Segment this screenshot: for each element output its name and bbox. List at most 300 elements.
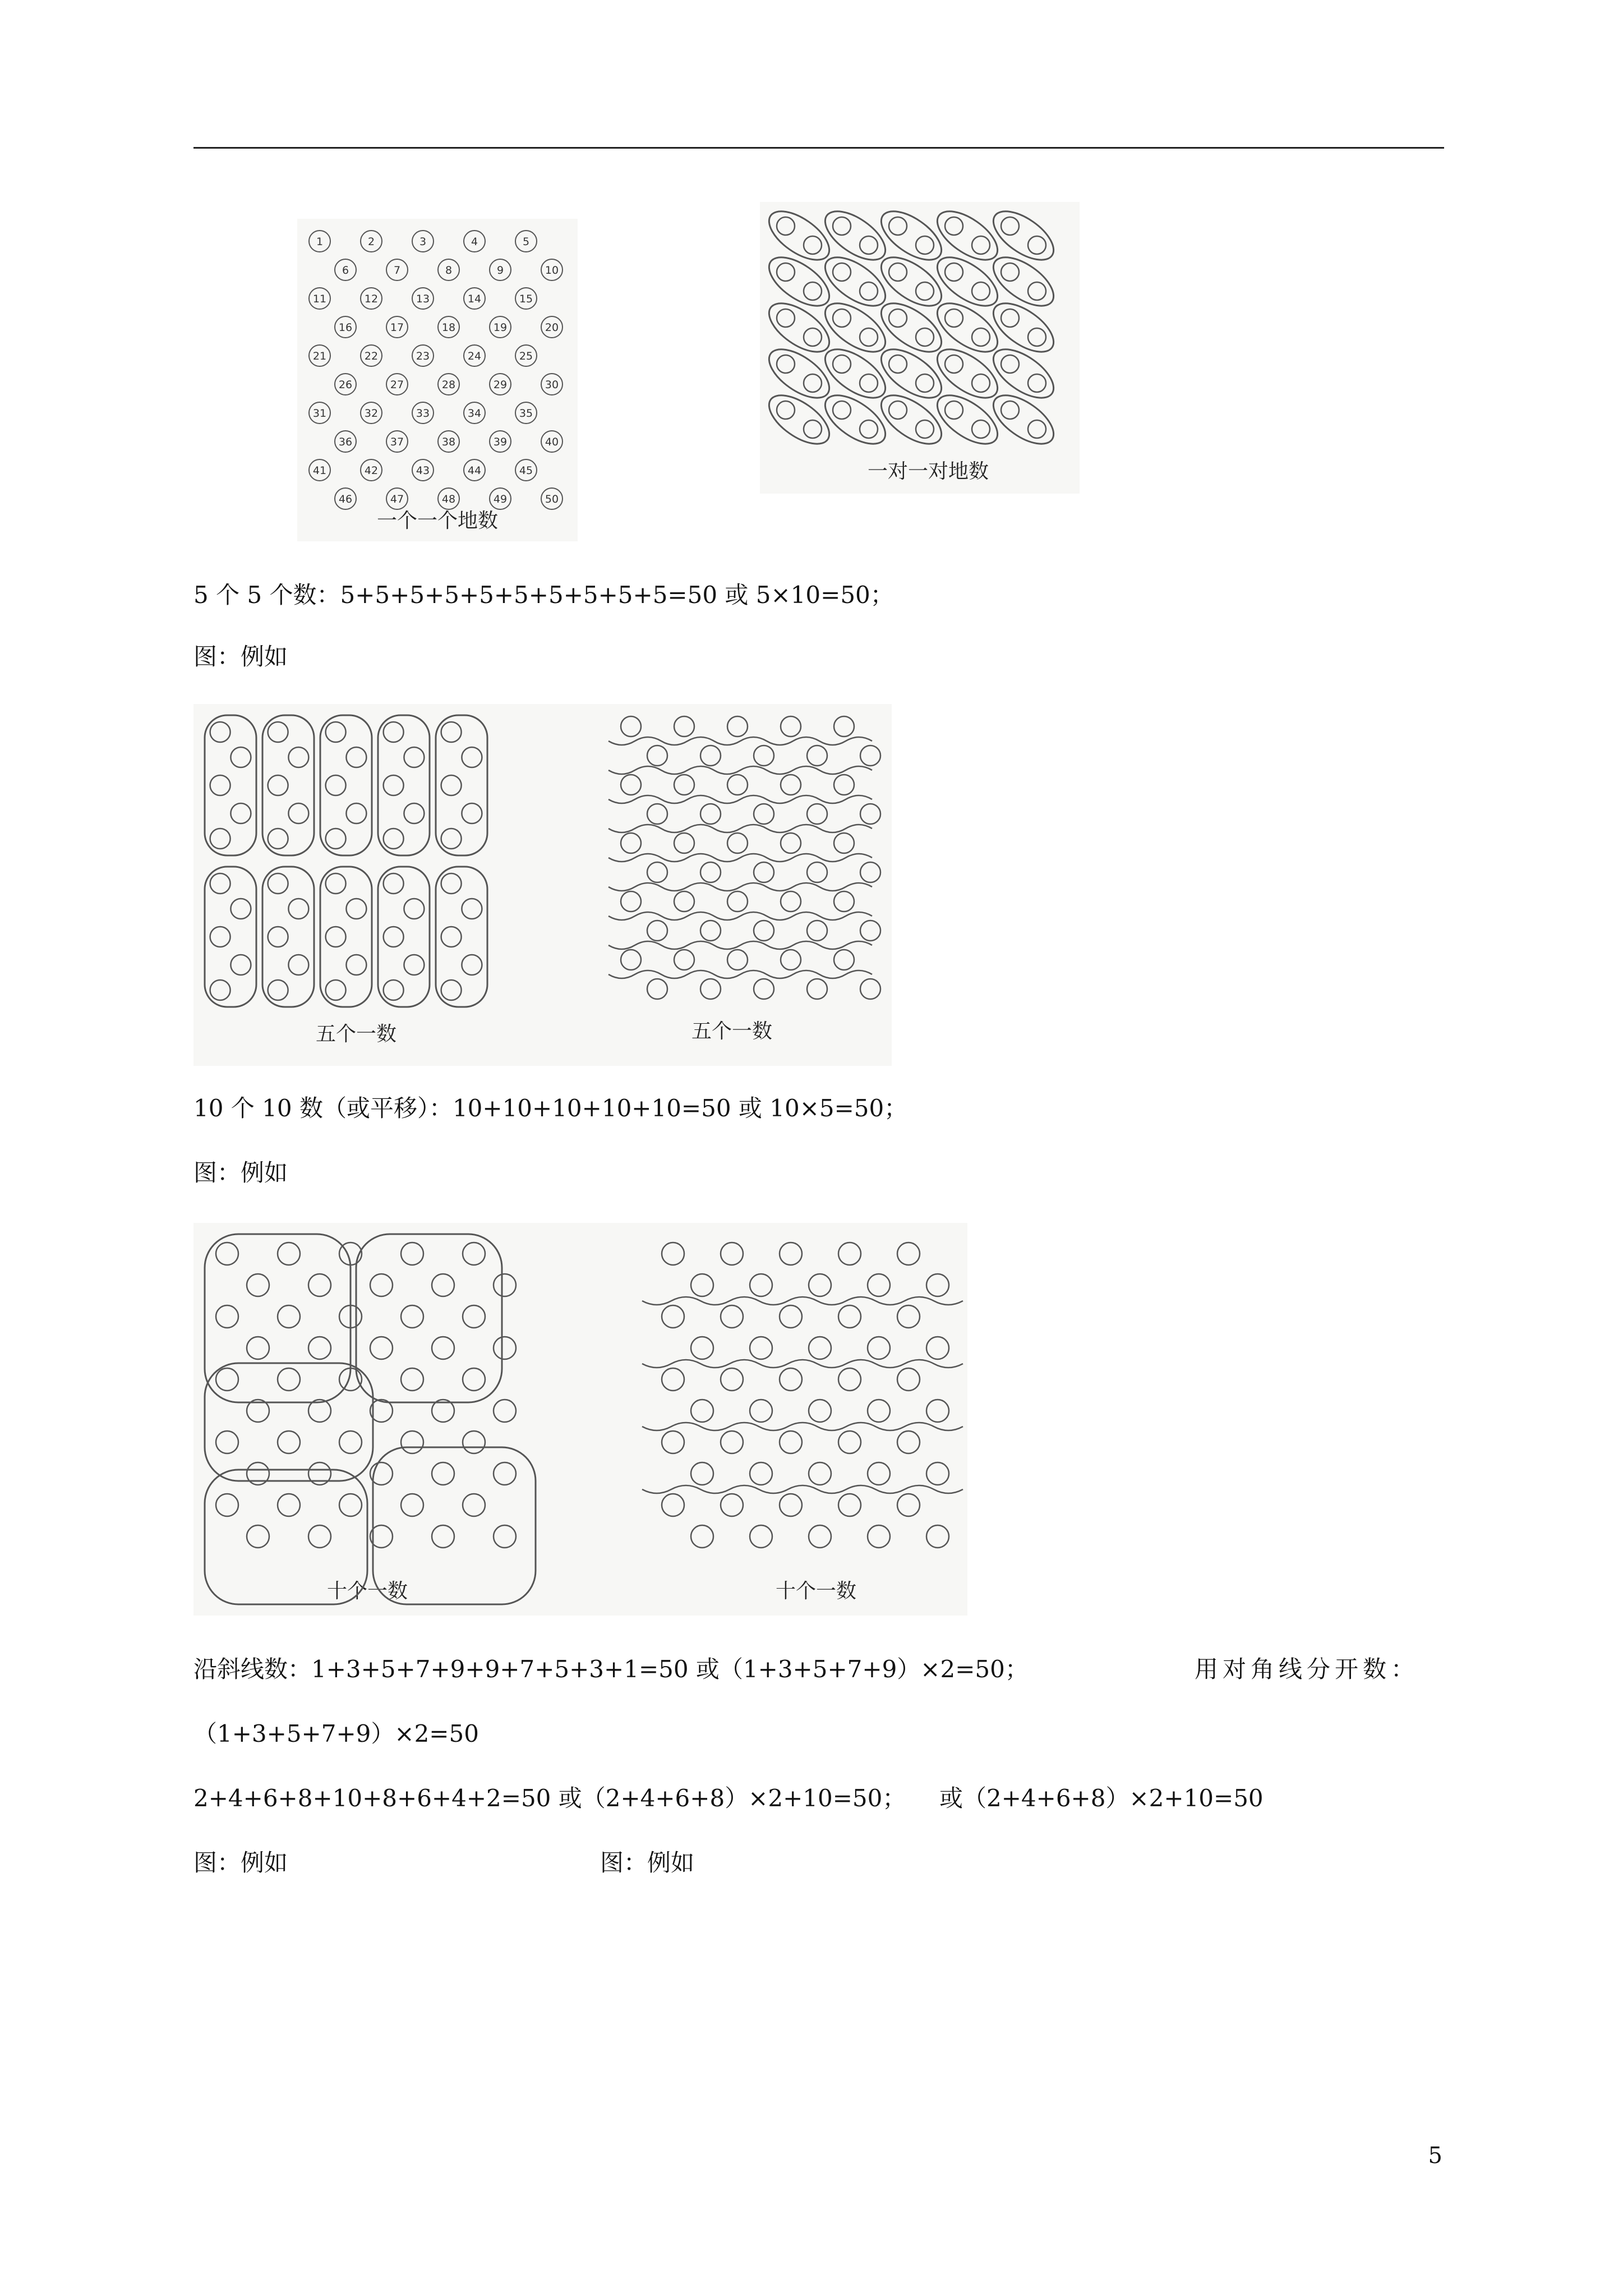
dot-circle [721, 1305, 743, 1328]
dot-circle [945, 217, 963, 235]
dot-circle [647, 746, 667, 766]
dot-circle [834, 716, 854, 737]
circle-number: 25 [519, 350, 533, 362]
dot-circle [834, 950, 854, 970]
dot-circle [404, 899, 424, 919]
dot-circle [809, 1400, 831, 1422]
circle-number: 21 [312, 350, 327, 362]
dot-circle [834, 833, 854, 853]
text-line: 5 个 5 个数：5+5+5+5+5+5+5+5+5+5=50 或 5×10=50； [193, 581, 894, 609]
circle-number: 37 [390, 436, 404, 448]
dot-circle [370, 1274, 393, 1296]
dot-circle [216, 1368, 238, 1391]
dot-circle [691, 1525, 713, 1548]
dot-circle [463, 1305, 485, 1328]
dot-circle [674, 775, 694, 795]
dot-circle [462, 899, 482, 919]
dot-circle [674, 833, 694, 853]
dot-circle [750, 1337, 772, 1359]
dot-circle [1028, 420, 1046, 438]
dot-circle [926, 1400, 949, 1422]
dot-circle [268, 722, 288, 742]
dot-circle [268, 980, 288, 1000]
wavy-divider [642, 1485, 963, 1493]
circle-number: 34 [467, 407, 482, 420]
dot-circle [700, 862, 721, 882]
dot-circle [674, 716, 694, 737]
dot-circle [833, 309, 851, 327]
circle-number: 9 [496, 264, 504, 277]
dot-circle [216, 1243, 238, 1265]
circle-number: 35 [519, 407, 533, 420]
dot-circle [868, 1337, 890, 1359]
dot-circle [1001, 401, 1019, 419]
figure-count-pairs [760, 202, 1080, 494]
dot-circle [860, 236, 878, 254]
dot-circle [494, 1462, 516, 1485]
dot-circle [833, 217, 851, 235]
dot-circle [346, 899, 366, 919]
dot-circle [972, 328, 990, 346]
dot-circle [621, 775, 641, 795]
dot-circle [463, 1494, 485, 1516]
dot-circle [780, 1431, 802, 1453]
text-line: 10 个 10 数（或平移）：10+10+10+10+10=50 或 10×5=50； [193, 1094, 908, 1122]
dot-circle [278, 1305, 300, 1328]
circle-number: 49 [493, 493, 508, 505]
dot-circle [662, 1243, 684, 1265]
dot-circle [809, 1525, 831, 1548]
circle-number: 7 [393, 264, 401, 277]
dot-circle [916, 374, 934, 392]
circle-number: 4 [471, 236, 478, 248]
circle-number: 29 [493, 379, 508, 391]
dot-circle [326, 873, 346, 894]
dot-circle [404, 955, 424, 975]
circle-number: 38 [441, 436, 456, 448]
dot-circle [1001, 217, 1019, 235]
dot-circle [216, 1305, 238, 1328]
dot-circle [838, 1368, 861, 1391]
wavy-divider [642, 1360, 963, 1368]
dot-circle [972, 420, 990, 438]
circle-number: 45 [519, 464, 533, 477]
dot-circle [384, 873, 404, 894]
dot-circle [897, 1494, 920, 1516]
dot-circle [945, 401, 963, 419]
dot-circle [777, 217, 795, 235]
circle-number: 48 [441, 493, 456, 505]
figure-caption: 五个一数 [315, 1023, 397, 1046]
dot-circle [781, 950, 801, 970]
circle-number: 22 [364, 350, 379, 362]
figure-caption: 十个一数 [326, 1580, 408, 1603]
dot-circle [339, 1431, 362, 1453]
dot-circle [346, 803, 366, 823]
dot-circle [441, 873, 462, 894]
circle-number: 6 [342, 264, 349, 277]
dot-circle [647, 862, 667, 882]
dot-circle [721, 1494, 743, 1516]
circle-number: 47 [390, 493, 404, 505]
dot-circle [674, 950, 694, 970]
figure-count-one-by-one [297, 219, 578, 541]
dot-circle [868, 1274, 890, 1296]
dot-circle [889, 309, 907, 327]
text-line: 沿斜线数：1+3+5+7+9+9+7+5+3+1=50 或（1+3+5+7+9）×2=50； [193, 1655, 1029, 1683]
circle-number: 1 [316, 236, 324, 248]
dot-circle [868, 1462, 890, 1485]
circle-number: 15 [519, 293, 533, 305]
dot-circle [754, 921, 774, 941]
dot-circle [384, 775, 404, 795]
dot-circle [441, 829, 462, 849]
dot-circle [384, 829, 404, 849]
wavy-divider [608, 970, 872, 978]
dot-circle [230, 803, 251, 823]
dot-circle [247, 1525, 269, 1548]
dot-circle [288, 747, 308, 767]
dot-circle [691, 1337, 713, 1359]
dot-circle [346, 747, 366, 767]
dot-circle [838, 1494, 861, 1516]
dot-circle [750, 1400, 772, 1422]
figure-caption: 一个一个地数 [376, 509, 499, 532]
dot-circle [494, 1337, 516, 1359]
dot-circle [326, 829, 346, 849]
dot-circle [777, 401, 795, 419]
wavy-divider [608, 766, 872, 774]
dot-circle [781, 716, 801, 737]
dot-circle [972, 374, 990, 392]
text-line: 用对角线分开数： [1195, 1655, 1419, 1683]
wavy-divider [608, 737, 872, 745]
circle-number: 39 [493, 436, 508, 448]
dot-circle [662, 1494, 684, 1516]
circle-number: 33 [416, 407, 430, 420]
dot-circle [807, 862, 827, 882]
dot-circle [278, 1243, 300, 1265]
dot-circle [897, 1431, 920, 1453]
dot-circle [721, 1431, 743, 1453]
dot-circle [432, 1274, 454, 1296]
wavy-divider [608, 941, 872, 949]
dot-circle [860, 374, 878, 392]
dot-circle [889, 217, 907, 235]
group-outline [356, 1234, 502, 1402]
circle-number: 11 [312, 293, 327, 305]
circle-number: 32 [364, 407, 379, 420]
dot-circle [700, 921, 721, 941]
dot-circle [889, 401, 907, 419]
dot-circle [210, 775, 230, 795]
circle-number: 2 [367, 236, 375, 248]
dot-circle [780, 1243, 802, 1265]
dot-circle [621, 950, 641, 970]
text-line: 图：例如 [193, 643, 288, 670]
text-line: 图：例如 [600, 1849, 695, 1876]
dot-circle [727, 950, 748, 970]
dot-circle [326, 775, 346, 795]
dot-circle [441, 980, 462, 1000]
dot-circle [308, 1274, 331, 1296]
circle-number: 42 [364, 464, 379, 477]
dot-circle [700, 746, 721, 766]
dot-circle [268, 829, 288, 849]
circle-number: 17 [390, 321, 404, 334]
dot-circle [432, 1462, 454, 1485]
circle-number: 31 [312, 407, 327, 420]
dot-circle [308, 1337, 331, 1359]
dot-circle [750, 1525, 772, 1548]
dot-circle [691, 1274, 713, 1296]
five-group-diagram [193, 704, 892, 1066]
dot-circle [1028, 282, 1046, 300]
dot-circle [727, 891, 748, 912]
dot-circle [288, 899, 308, 919]
dot-circle [288, 803, 308, 823]
dot-circle [401, 1368, 423, 1391]
dot-circle [247, 1274, 269, 1296]
dot-circle [833, 401, 851, 419]
dot-circle [916, 420, 934, 438]
dot-circle [833, 263, 851, 281]
dot-circle [754, 804, 774, 824]
dot-circle [494, 1274, 516, 1296]
header-rule [193, 147, 1444, 149]
dot-circle [404, 747, 424, 767]
text-line: 2+4+6+8+10+8+6+4+2=50 或（2+4+6+8）×2+10=50； [193, 1784, 906, 1812]
dot-circle [326, 980, 346, 1000]
dot-circle [945, 263, 963, 281]
dot-circle [621, 833, 641, 853]
dot-circle [384, 927, 404, 947]
dot-circle [804, 282, 822, 300]
dot-circle [838, 1243, 861, 1265]
wavy-divider [608, 912, 872, 920]
dot-circle [662, 1305, 684, 1328]
circle-number: 44 [467, 464, 482, 477]
dot-circle [721, 1243, 743, 1265]
dot-circle [404, 803, 424, 823]
dot-circle [662, 1431, 684, 1453]
dot-circle [926, 1274, 949, 1296]
circle-number: 27 [390, 379, 404, 391]
dot-circle [754, 746, 774, 766]
circle-number: 23 [416, 350, 430, 362]
dot-circle [432, 1525, 454, 1548]
dot-circle [860, 979, 880, 999]
dot-circle [860, 804, 880, 824]
circle-number: 36 [338, 436, 353, 448]
dot-circle [647, 804, 667, 824]
dot-circle [268, 775, 288, 795]
wavy-divider [608, 825, 872, 832]
dot-circle [210, 873, 230, 894]
circle-number: 43 [416, 464, 430, 477]
text-line: （1+3+5+7+9）×2=50 [193, 1720, 479, 1747]
numbered-circles-diagram [297, 219, 578, 541]
dot-circle [807, 921, 827, 941]
dot-circle [860, 282, 878, 300]
dot-circle [370, 1337, 393, 1359]
dot-circle [441, 775, 462, 795]
dot-circle [809, 1462, 831, 1485]
dot-circle [210, 980, 230, 1000]
figure-caption: 十个一数 [775, 1580, 857, 1603]
dot-circle [804, 236, 822, 254]
dot-circle [807, 746, 827, 766]
dot-circle [809, 1274, 831, 1296]
circle-number: 18 [441, 321, 456, 334]
dot-circle [838, 1431, 861, 1453]
dot-circle [326, 927, 346, 947]
circle-number: 19 [493, 321, 508, 334]
dot-circle [860, 420, 878, 438]
dot-circle [897, 1243, 920, 1265]
dot-circle [750, 1462, 772, 1485]
text-line: 图：例如 [193, 1849, 288, 1876]
dot-circle [621, 891, 641, 912]
dot-circle [804, 374, 822, 392]
dot-circle [916, 282, 934, 300]
dot-circle [777, 309, 795, 327]
dot-circle [463, 1431, 485, 1453]
circle-number: 20 [545, 321, 559, 334]
wavy-divider [642, 1423, 963, 1430]
dot-circle [462, 747, 482, 767]
dot-circle [780, 1368, 802, 1391]
dot-circle [647, 921, 667, 941]
dot-circle [926, 1337, 949, 1359]
circle-number: 46 [338, 493, 353, 505]
dot-circle [247, 1337, 269, 1359]
dot-circle [780, 1305, 802, 1328]
dot-circle [780, 1494, 802, 1516]
circle-number: 16 [338, 321, 353, 334]
circle-number: 30 [545, 379, 559, 391]
circle-number: 14 [467, 293, 482, 305]
dot-circle [777, 263, 795, 281]
dot-circle [868, 1400, 890, 1422]
circle-number: 5 [522, 236, 530, 248]
dot-circle [860, 862, 880, 882]
dot-circle [700, 804, 721, 824]
text-line: 或（2+4+6+8）×2+10=50 [939, 1784, 1264, 1812]
dot-circle [781, 775, 801, 795]
dot-circle [210, 722, 230, 742]
circle-number: 10 [545, 264, 559, 277]
dot-circle [1028, 328, 1046, 346]
dot-circle [268, 873, 288, 894]
dot-circle [432, 1337, 454, 1359]
dot-circle [216, 1494, 238, 1516]
dot-circle [926, 1525, 949, 1548]
dot-circle [897, 1368, 920, 1391]
dot-circle [462, 955, 482, 975]
dot-circle [210, 927, 230, 947]
dot-circle [278, 1368, 300, 1391]
dot-circle [216, 1431, 238, 1453]
dot-circle [838, 1305, 861, 1328]
figure-count-by-five [193, 704, 892, 1066]
circle-number: 50 [545, 493, 559, 505]
dot-circle [494, 1525, 516, 1548]
dot-circle [727, 833, 748, 853]
dot-circle [1001, 263, 1019, 281]
dot-circle [494, 1400, 516, 1422]
dot-circle [868, 1525, 890, 1548]
circle-number: 28 [441, 379, 456, 391]
dot-circle [727, 775, 748, 795]
dot-circle [727, 716, 748, 737]
dot-circle [662, 1368, 684, 1391]
dot-circle [754, 979, 774, 999]
dot-circle [1001, 309, 1019, 327]
dot-circle [834, 775, 854, 795]
figure-caption: 五个一数 [691, 1020, 773, 1043]
paired-circles-diagram [760, 202, 1080, 494]
dot-circle [926, 1462, 949, 1485]
dot-circle [809, 1337, 831, 1359]
dot-circle [210, 829, 230, 849]
circle-number: 40 [545, 436, 559, 448]
dot-circle [621, 716, 641, 737]
dot-circle [1001, 355, 1019, 373]
dot-circle [326, 722, 346, 742]
dot-circle [401, 1243, 423, 1265]
dot-circle [804, 328, 822, 346]
dot-circle [807, 979, 827, 999]
dot-circle [308, 1525, 331, 1548]
dot-circle [339, 1494, 362, 1516]
dot-circle [889, 263, 907, 281]
dot-circle [750, 1274, 772, 1296]
dot-circle [384, 980, 404, 1000]
dot-circle [462, 803, 482, 823]
circle-number: 12 [364, 293, 379, 305]
dot-circle [897, 1305, 920, 1328]
dot-circle [278, 1431, 300, 1453]
dot-circle [860, 746, 880, 766]
dot-circle [288, 955, 308, 975]
dot-circle [860, 921, 880, 941]
dot-circle [833, 355, 851, 373]
dot-circle [463, 1368, 485, 1391]
text-line: 图：例如 [193, 1159, 288, 1186]
dot-circle [384, 722, 404, 742]
dot-circle [441, 722, 462, 742]
dot-circle [268, 927, 288, 947]
dot-circle [1028, 236, 1046, 254]
dot-circle [807, 804, 827, 824]
dot-circle [647, 979, 667, 999]
dot-circle [860, 328, 878, 346]
dot-circle [691, 1462, 713, 1485]
dot-circle [230, 747, 251, 767]
dot-circle [700, 979, 721, 999]
dot-circle [1028, 374, 1046, 392]
dot-circle [463, 1243, 485, 1265]
circle-number: 8 [445, 264, 453, 277]
figure-caption: 一对一对地数 [867, 460, 989, 483]
dot-circle [972, 282, 990, 300]
wavy-divider [608, 854, 872, 862]
dot-circle [674, 891, 694, 912]
dot-circle [889, 355, 907, 373]
dot-circle [441, 927, 462, 947]
dot-circle [916, 236, 934, 254]
